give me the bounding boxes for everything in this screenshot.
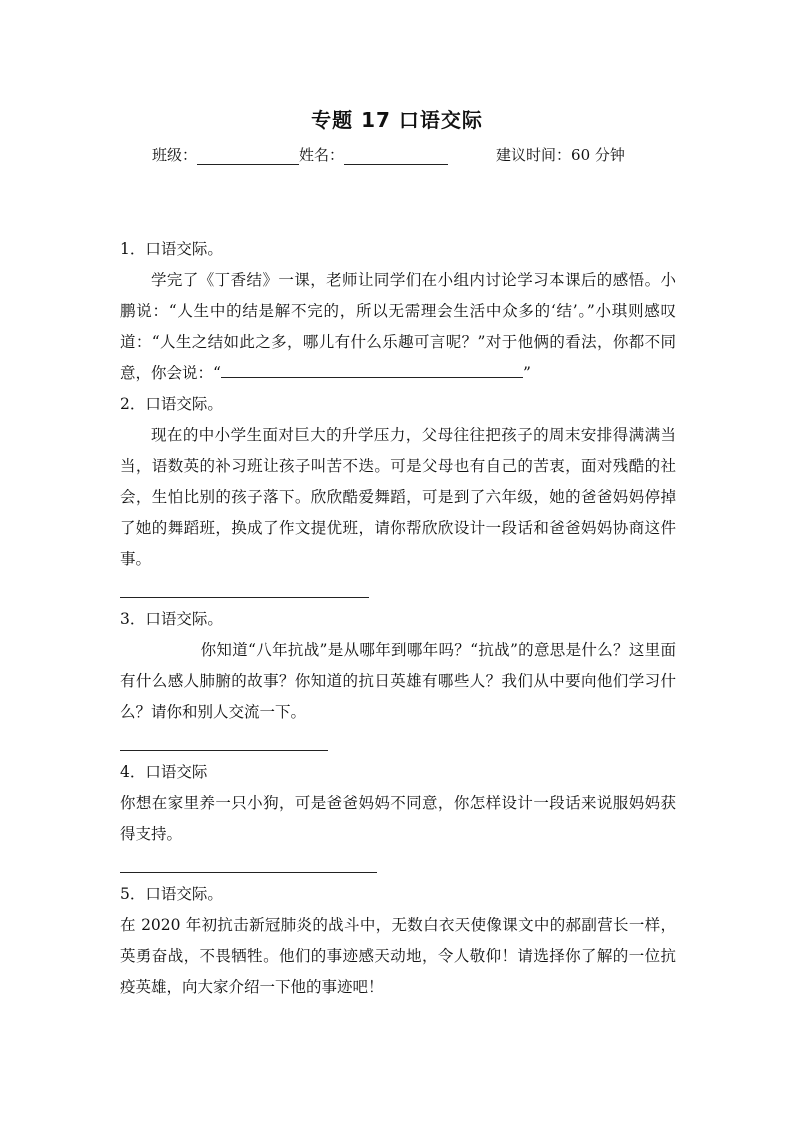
page-title: 专题 17 口语交际 (311, 108, 483, 132)
question-1-end-quote: ” (522, 364, 531, 382)
question-list (120, 234, 676, 1003)
question-1-answer-blank[interactable] (221, 363, 523, 378)
question-2-text: 现在的中小学生面对巨大的升学压力，父母往往把孩子的周末安排得满满当当，语数英的补习班让孩子叫苦不迭。可是父母也有自己的苦衷，面对残酷的社会，生怕比别的孩子落下。欣欣酷爱舞蹈，可是到了六年级，她的爸爸妈妈停掉了她的舞蹈班，换成了作文提优班，请你帮欣欣设计一段话和爸爸妈妈协商这件事。 (120, 426, 676, 568)
question-1-body: 学完了《丁香结》一课，老师让同学们在小组内讨论学习本课后的感悟。小鹏说：“人生中的结是解不完的，所以无需理会生活中众多的‘结’。”小琪则感叹道：“人生之结如此之多，哪儿有什么乐趣可言呢？”对于他俩的看法，你都不同意，你会说：“ (120, 271, 676, 382)
question-1-text (120, 265, 676, 389)
question-4-head: 4．口语交际 (120, 763, 208, 781)
class-blank[interactable] (197, 148, 299, 165)
question-4-answer-line[interactable] (120, 850, 377, 873)
question-5 (120, 879, 676, 1003)
question-2 (120, 389, 676, 598)
worksheet-meta (152, 144, 625, 165)
question-2-answer-line[interactable] (120, 575, 369, 598)
question-1-head: 1．口语交际。 (120, 240, 223, 258)
question-3-answer-line[interactable] (120, 728, 328, 751)
question-4 (120, 757, 676, 873)
question-3-text: 你知道“八年抗战”是从哪年到哪年吗？“抗战”的意思是什么？这里面有什么感人肺腑的故事？你知道的抗日英雄有哪些人？我们从中要向他们学习什么？请你和别人交流一下。 (120, 641, 676, 721)
question-5-head: 5．口语交际。 (120, 885, 223, 903)
question-4-text: 你想在家里养一只小狗，可是爸爸妈妈不同意，你怎样设计一段话来说服妈妈获得支持。 (120, 794, 676, 843)
question-3 (120, 604, 676, 751)
question-1 (120, 234, 676, 389)
class-label: 班级： (152, 146, 198, 164)
name-label: 姓名： (299, 146, 345, 164)
question-3-head: 3．口语交际。 (120, 610, 223, 628)
question-5-text: 在 2020 年初抗击新冠肺炎的战斗中，无数白衣天使像课文中的郝副营长一样，英勇奋战，不畏牺牲。他们的事迹感天动地，令人敬仰！请选择你了解的一位抗疫英雄，向大家介绍一下他的事迹吧！ (120, 916, 676, 996)
question-2-head: 2．口语交际。 (120, 395, 223, 413)
time-label: 建议时间：60 分钟 (496, 146, 625, 164)
name-blank[interactable] (344, 148, 448, 165)
